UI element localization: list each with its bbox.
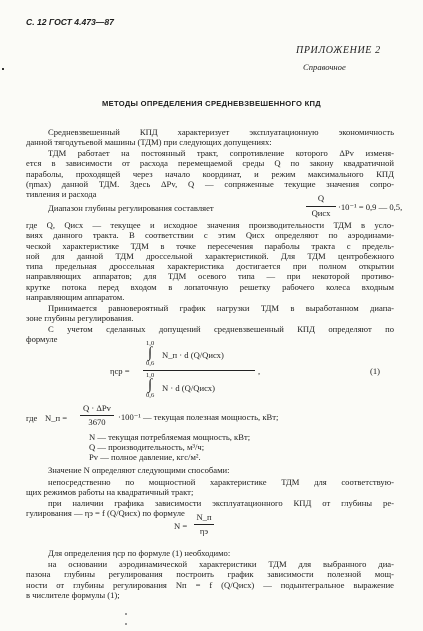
range-tail: ·10⁻¹ = 0,9 — 0,5, bbox=[338, 202, 403, 212]
formula1-lhs: ηср = bbox=[110, 366, 130, 376]
fraction-bar bbox=[143, 370, 255, 371]
scan-dot bbox=[125, 613, 127, 615]
appendix-type: Справочное bbox=[303, 62, 346, 72]
text-line: ческой характеристике ТДМ в точке пересечения параболы тракта с предель- bbox=[26, 240, 394, 251]
formula3-numerator: N_п bbox=[196, 512, 212, 522]
fraction-bar bbox=[306, 206, 336, 207]
text-line: данной тягодутьевой машины (ТДМ) при следующих допущениях: bbox=[26, 137, 272, 148]
formula1-lower-limit-den: 0,6 bbox=[146, 392, 155, 399]
text-line: щих режимов работы на квадратичный тракт; bbox=[26, 487, 194, 498]
formula1-punctuation: , bbox=[258, 366, 261, 376]
paragraph-7 bbox=[26, 477, 394, 498]
text-line: направляющих аппаратов; для ТДМ осевого типа — при некоторой противо- bbox=[26, 271, 394, 282]
text-line: тивления и расхода bbox=[26, 189, 97, 200]
scan-dot bbox=[125, 623, 127, 625]
text-line: гулирования — ηэ = f (Q/Qисх) по формуле bbox=[26, 508, 185, 519]
integral-sign-icon: ∫ bbox=[148, 377, 153, 393]
paragraph-1 bbox=[26, 127, 394, 148]
text-line: пазона глубины регулирования построить график зависимости полезной мощ- bbox=[26, 569, 394, 580]
paragraph-9: Для определения ηср по формуле (1) необходимо: bbox=[48, 548, 231, 558]
text-line: виях данного тракта. В соответствии с этим Qисх определяют по аэродинами- bbox=[26, 230, 394, 241]
definition-pv: Pv — полное давление, кгс/м². bbox=[89, 452, 201, 462]
text-line: формуле bbox=[26, 334, 58, 345]
formula3-denominator: ηэ bbox=[199, 526, 209, 536]
text-line: при наличии графика зависимости эксплуатационного КПД от глубины ре- bbox=[48, 498, 394, 508]
paragraph-6: Значение N определяют следующими способами: bbox=[48, 465, 230, 475]
fraction-bar bbox=[80, 415, 114, 416]
formula1-numerator: N_п · d (Q/Qисх) bbox=[162, 350, 224, 360]
text-line: на основании аэродинамической характеристики ТДМ для выбранного диа- bbox=[48, 559, 394, 569]
running-head: С. 12 ГОСТ 4.473—87 bbox=[26, 17, 114, 27]
section-title: МЕТОДЫ ОПРЕДЕЛЕНИЯ СРЕДНЕВЗВЕШЕННОГО КПД bbox=[101, 99, 322, 108]
text-line: ности от глубины регулирования Nп = f (Q/Qисх) — подынтегральное выражение bbox=[26, 579, 394, 590]
range-denominator: Qисх bbox=[311, 208, 331, 218]
paragraph-3 bbox=[26, 220, 394, 302]
text-line: ТДМ работает на постоянный тракт, сопротивление которого ΔPv изменя- bbox=[48, 148, 394, 158]
fraction-bar bbox=[194, 524, 214, 525]
text-line: ной для данной ТДМ дроссельной характеристикой. Для ТДМ центробежного bbox=[26, 250, 394, 261]
definition-q: Q — производительность, м³/ч; bbox=[89, 442, 205, 452]
text-line: крутке потока перед входом в лопаточную решетку рабочего колеса входным bbox=[26, 281, 394, 292]
text-line: С учетом сделанных допущений средневзвешенный КПД определяют по bbox=[48, 324, 394, 334]
formula3-lhs: N = bbox=[174, 521, 188, 531]
text-line: (ηmax) данной ТДМ. Здесь ΔPv, Q — сопряженные текущие значения сопро- bbox=[26, 178, 394, 189]
text-line: зоне глубины регулирования. bbox=[26, 313, 134, 324]
formula2-denominator: 3670 bbox=[88, 417, 106, 427]
integral-sign-icon: ∫ bbox=[148, 345, 153, 361]
text-line: направляющим аппаратом. bbox=[26, 292, 125, 303]
formula2-tail: ·100⁻¹ — текущая полезная мощность, кВт; bbox=[118, 412, 279, 422]
definition-n: N — текущая потребляемая мощность, кВт; bbox=[89, 432, 251, 442]
formula2-lead: где bbox=[26, 413, 38, 423]
text-line: Средневзвешенный КПД характеризует эксплуатационную экономичность bbox=[48, 127, 394, 137]
paragraph-2 bbox=[26, 148, 394, 199]
formula1-lower-limit: 0,6 bbox=[146, 360, 155, 367]
formula2-lhs: N_п = bbox=[45, 413, 68, 423]
range-numerator: Q bbox=[317, 193, 325, 203]
paragraph-5 bbox=[26, 324, 394, 345]
paragraph-10 bbox=[26, 559, 394, 600]
margin-mark bbox=[2, 68, 4, 70]
formula2-numerator: Q · ΔPv bbox=[83, 403, 111, 413]
paragraph-4 bbox=[26, 303, 394, 324]
text-line: ется в зависимости от расхода перемещаемой среды Q по закону квадратичной bbox=[26, 158, 394, 169]
formula1-upper-limit-den: 1,0 bbox=[146, 372, 155, 379]
text-line: где Q, Qисх — текущее и исходное значения производительности ТДМ в усло- bbox=[26, 220, 394, 230]
text-line: Принимается равновероятный график нагрузки ТДМ в выработанном диапа- bbox=[48, 303, 394, 313]
text-line: непосредственно по мощностной характеристике ТДМ для соответствую- bbox=[48, 477, 394, 487]
formula1-number: (1) bbox=[370, 366, 381, 376]
formula1-denominator: N · d (Q/Qисх) bbox=[162, 383, 215, 393]
text-line: в числителе формулы (1); bbox=[26, 589, 120, 600]
range-lead: Диапазон глубины регулирования составляет bbox=[48, 203, 214, 213]
text-line: типа предельная дроссельная характеристика достигается при полном открытии bbox=[26, 261, 394, 272]
appendix-label: ПРИЛОЖЕНИЕ 2 bbox=[296, 45, 381, 56]
text-line: параболы, проходящей через начало координат, и режим максимального КПД bbox=[26, 168, 394, 179]
formula1-upper-limit: 1,0 bbox=[146, 340, 155, 347]
